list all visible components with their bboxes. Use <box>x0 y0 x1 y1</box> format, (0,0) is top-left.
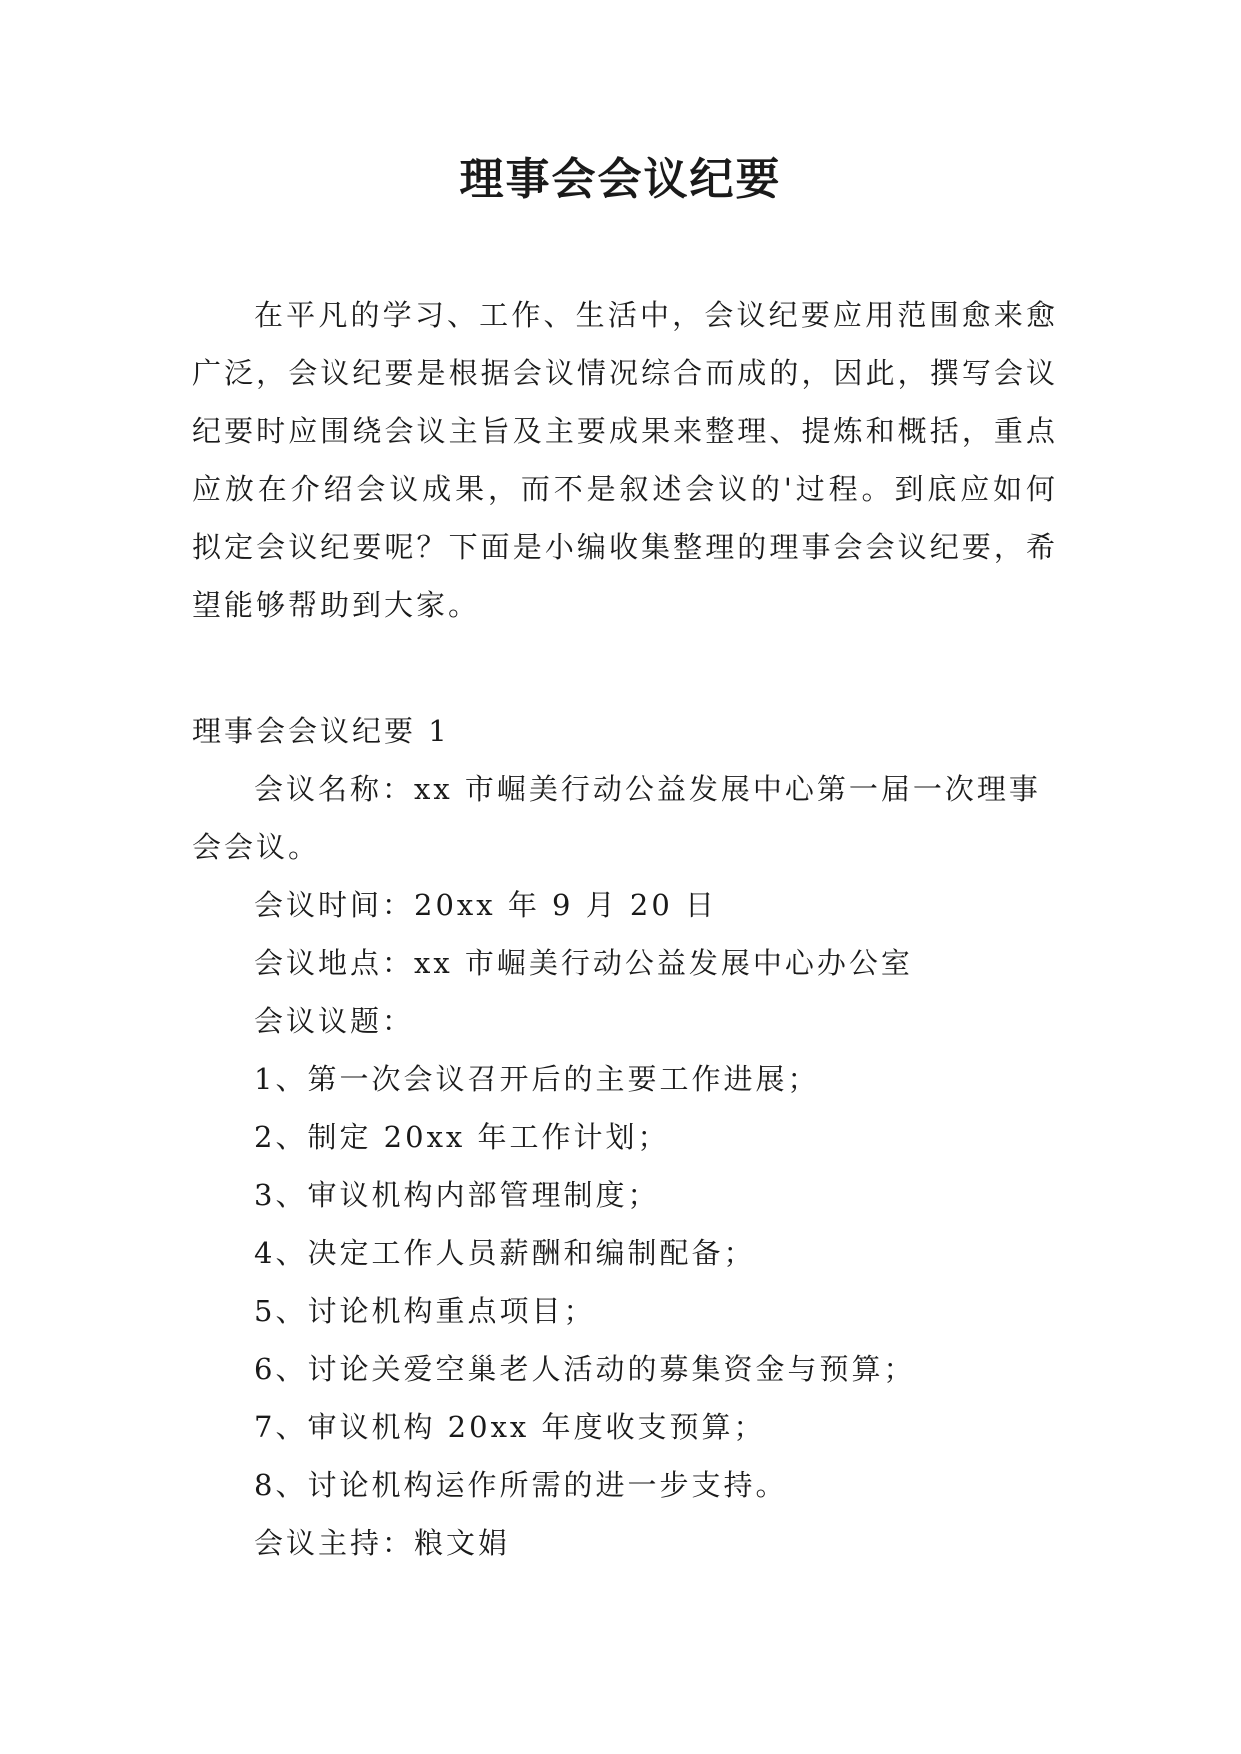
intro-paragraph: 在平凡的学习、工作、生活中，会议纪要应用范围愈来愈广泛，会议纪要是根据会议情况综合而成的，因此，撰写会议纪要时应围绕会议主旨及主要成果来整理、提炼和概括，重点应放在介绍会议成果，而不是叙述会议的'过程。到底应如何拟定会议纪要呢？下面是小编收集整理的理事会会议纪要，希望能够帮助到大家。 <box>192 298 1058 622</box>
section-title: 理事会会议纪要 1 <box>192 714 450 748</box>
document-body <box>192 286 1058 1572</box>
agenda-item: 3、审议机构内部管理制度； <box>254 1178 660 1212</box>
meeting-host: 会议主持：粮文娟 <box>254 1526 511 1560</box>
agenda-item: 1、第一次会议召开后的主要工作进展； <box>254 1062 820 1096</box>
agenda-item: 4、决定工作人员薪酬和编制配备； <box>254 1236 756 1270</box>
agenda-item: 2、制定 20xx 年工作计划； <box>254 1120 670 1154</box>
meeting-time: 会议时间：20xx 年 9 月 20 日 <box>254 888 718 922</box>
document-title: 理事会会议纪要 <box>459 154 782 205</box>
meeting-place: 会议地点：xx 市崛美行动公益发展中心办公室 <box>254 946 913 980</box>
agenda-item: 7、审议机构 20xx 年度收支预算； <box>254 1410 766 1444</box>
agenda-item: 8、讨论机构运作所需的进一步支持。 <box>254 1468 788 1502</box>
meeting-name: 会议名称：xx 市崛美行动公益发展中心第一届一次理事会会议。 <box>192 772 1041 864</box>
agenda-item: 6、讨论关爱空巢老人活动的募集资金与预算； <box>254 1352 916 1386</box>
agenda-item: 5、讨论机构重点项目； <box>254 1294 596 1328</box>
agenda-label: 会议议题： <box>254 1004 415 1038</box>
